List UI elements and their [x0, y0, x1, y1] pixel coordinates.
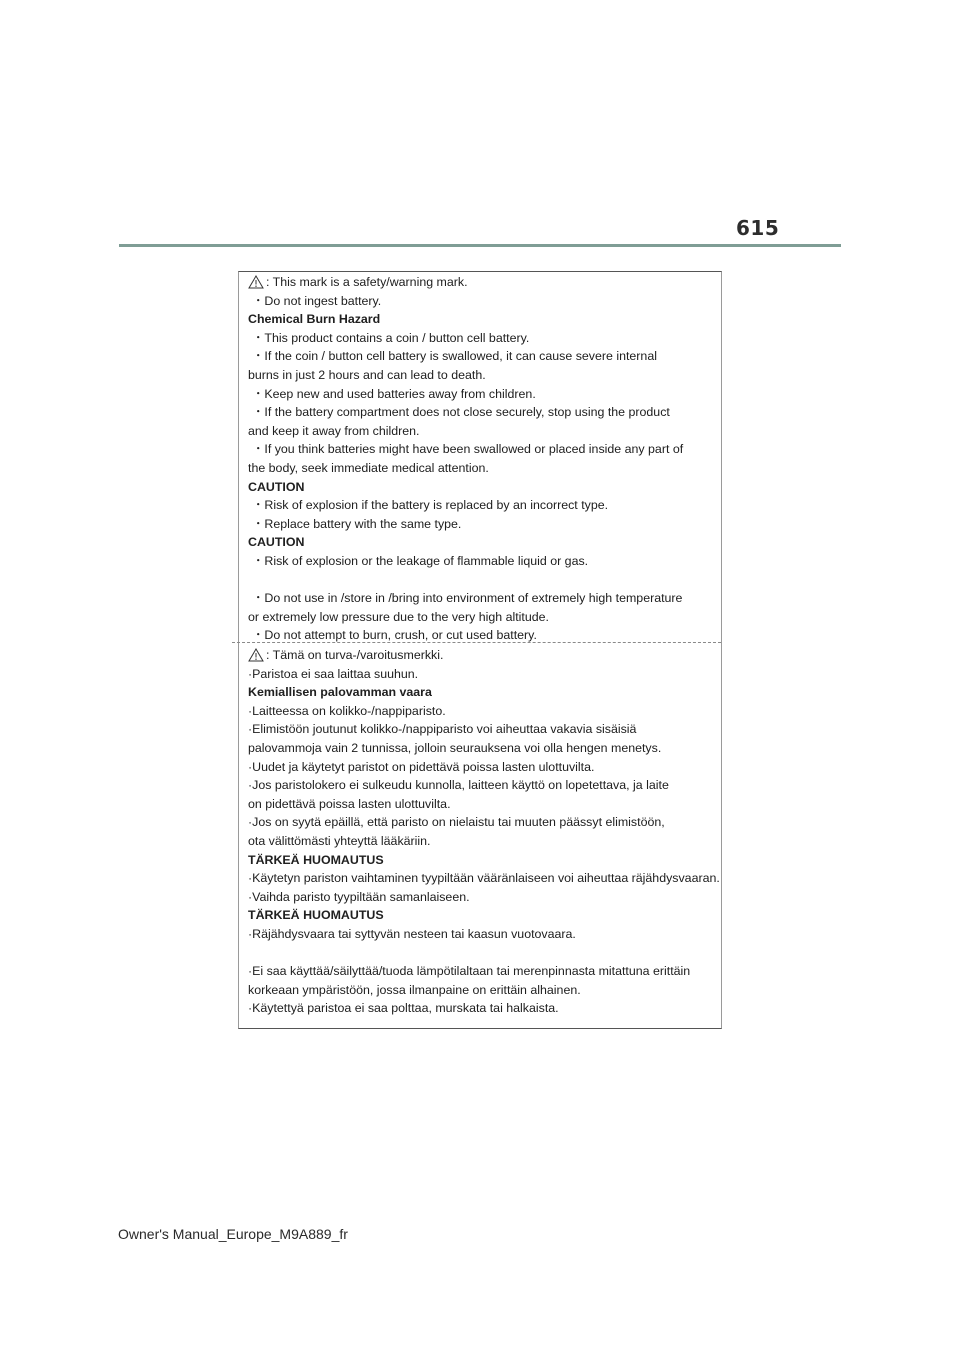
- warning-text-line: ・If the battery compartment does not close securely, stop using the product: [252, 405, 670, 420]
- warning-text-line: ・Risk of explosion if the battery is replaced by an incorrect type.: [252, 498, 609, 513]
- warning-text-line: ota välittömästi yhteyttä lääkäriin.: [248, 833, 431, 848]
- section-heading: TÄRKEÄ HUOMAUTUS: [248, 908, 384, 923]
- spacer: [248, 571, 718, 590]
- warning-text-line: ·Paristoa ei saa laittaa suuhun.: [248, 666, 419, 681]
- warning-triangle-icon: [248, 275, 264, 289]
- section-heading: Chemical Burn Hazard: [248, 312, 381, 327]
- warning-text-line: ·Uudet ja käytetyt paristot on pidettävä poissa lasten ulottuvilta.: [248, 759, 595, 774]
- warning-text-line: ・Keep new and used batteries away from children.: [252, 386, 536, 401]
- finnish-warning-block: [248, 646, 718, 1018]
- footer-manual-id: Owner's Manual_Europe_M9A889_fr: [118, 1226, 348, 1242]
- english-warning-block: [248, 273, 718, 645]
- warning-text-line: ·Laitteessa on kolikko-/nappiparisto.: [248, 703, 446, 718]
- section-heading: CAUTION: [248, 479, 305, 494]
- warning-text-line: ・Replace battery with the same type.: [252, 516, 462, 531]
- warning-text-line: or extremely low pressure due to the very high altitude.: [248, 609, 549, 624]
- warning-mark-text-fi: : Tämä on turva-/varoitusmerkki.: [266, 648, 444, 662]
- warning-text-line: ・This product contains a coin / button cell battery.: [252, 330, 530, 345]
- warning-text-line: ·Räjähdysvaara tai syttyvän nesteen tai kaasun vuotovaara.: [248, 926, 576, 941]
- finnish-lines: [248, 665, 718, 1018]
- warning-triangle-icon: [248, 648, 264, 662]
- warning-text-line: ·Jos paristolokero ei sulkeudu kunnolla, laitteen käyttö on lopetettava, ja laite: [248, 778, 669, 793]
- warning-mark-line: [248, 273, 718, 292]
- warning-text-line: the body, seek immediate medical attention.: [248, 460, 489, 475]
- warning-text-line: ·Vaihda paristo tyypiltään samanlaiseen.: [248, 889, 470, 904]
- english-lines: [248, 292, 718, 645]
- warning-text-line: ·Käytettyä paristoa ei saa polttaa, murskata tai halkaista.: [248, 1001, 559, 1016]
- page-number: 615: [736, 216, 780, 240]
- warning-text-line: ・If the coin / button cell battery is swallowed, it can cause severe internal: [252, 349, 657, 364]
- warning-mark-line-fi: [248, 646, 718, 665]
- header-rule: [119, 244, 841, 247]
- warning-text-line: ・Do not ingest battery.: [252, 293, 382, 308]
- warning-text-line: ・Risk of explosion or the leakage of flammable liquid or gas.: [252, 553, 589, 568]
- warning-text-line: burns in just 2 hours and can lead to death.: [248, 367, 486, 382]
- warning-text-line: palovammoja vain 2 tunnissa, jolloin seurauksena voi olla hengen menetys.: [248, 740, 662, 755]
- spacer: [248, 944, 718, 963]
- section-heading: Kemiallisen palovamman vaara: [248, 685, 432, 700]
- warning-text-line: korkeaan ympäristöön, jossa ilmanpaine on erittäin alhainen.: [248, 982, 581, 997]
- warning-mark-text: : This mark is a safety/warning mark.: [266, 275, 468, 289]
- warning-text-line: ・Do not use in /store in /bring into environment of extremely high temperature: [252, 591, 683, 606]
- warning-text-line: ・Do not attempt to burn, crush, or cut used battery.: [252, 628, 537, 643]
- warning-text-line: ·Ei saa käyttää/säilyttää/tuoda lämpötilaltaan tai merenpinnasta mitattuna erittäin: [248, 964, 691, 979]
- warning-text-line: ·Elimistöön joutunut kolikko-/nappiparisto voi aiheuttaa vakavia sisäisiä: [248, 722, 637, 737]
- warning-text-line: ·Käytetyn pariston vaihtaminen tyypiltään vääränlaiseen voi aiheuttaa räjähdysvaaran.: [248, 871, 720, 886]
- section-heading: CAUTION: [248, 535, 305, 550]
- warning-text-line: on pidettävä poissa lasten ulottuvilta.: [248, 796, 451, 811]
- section-heading: TÄRKEÄ HUOMAUTUS: [248, 852, 384, 867]
- warning-text-line: and keep it away from children.: [248, 423, 420, 438]
- warning-text-line: ·Jos on syytä epäillä, että paristo on nielaistu tai muuten päässyt elimistöön,: [248, 815, 665, 830]
- warning-text-line: ・If you think batteries might have been swallowed or placed inside any part of: [252, 442, 684, 457]
